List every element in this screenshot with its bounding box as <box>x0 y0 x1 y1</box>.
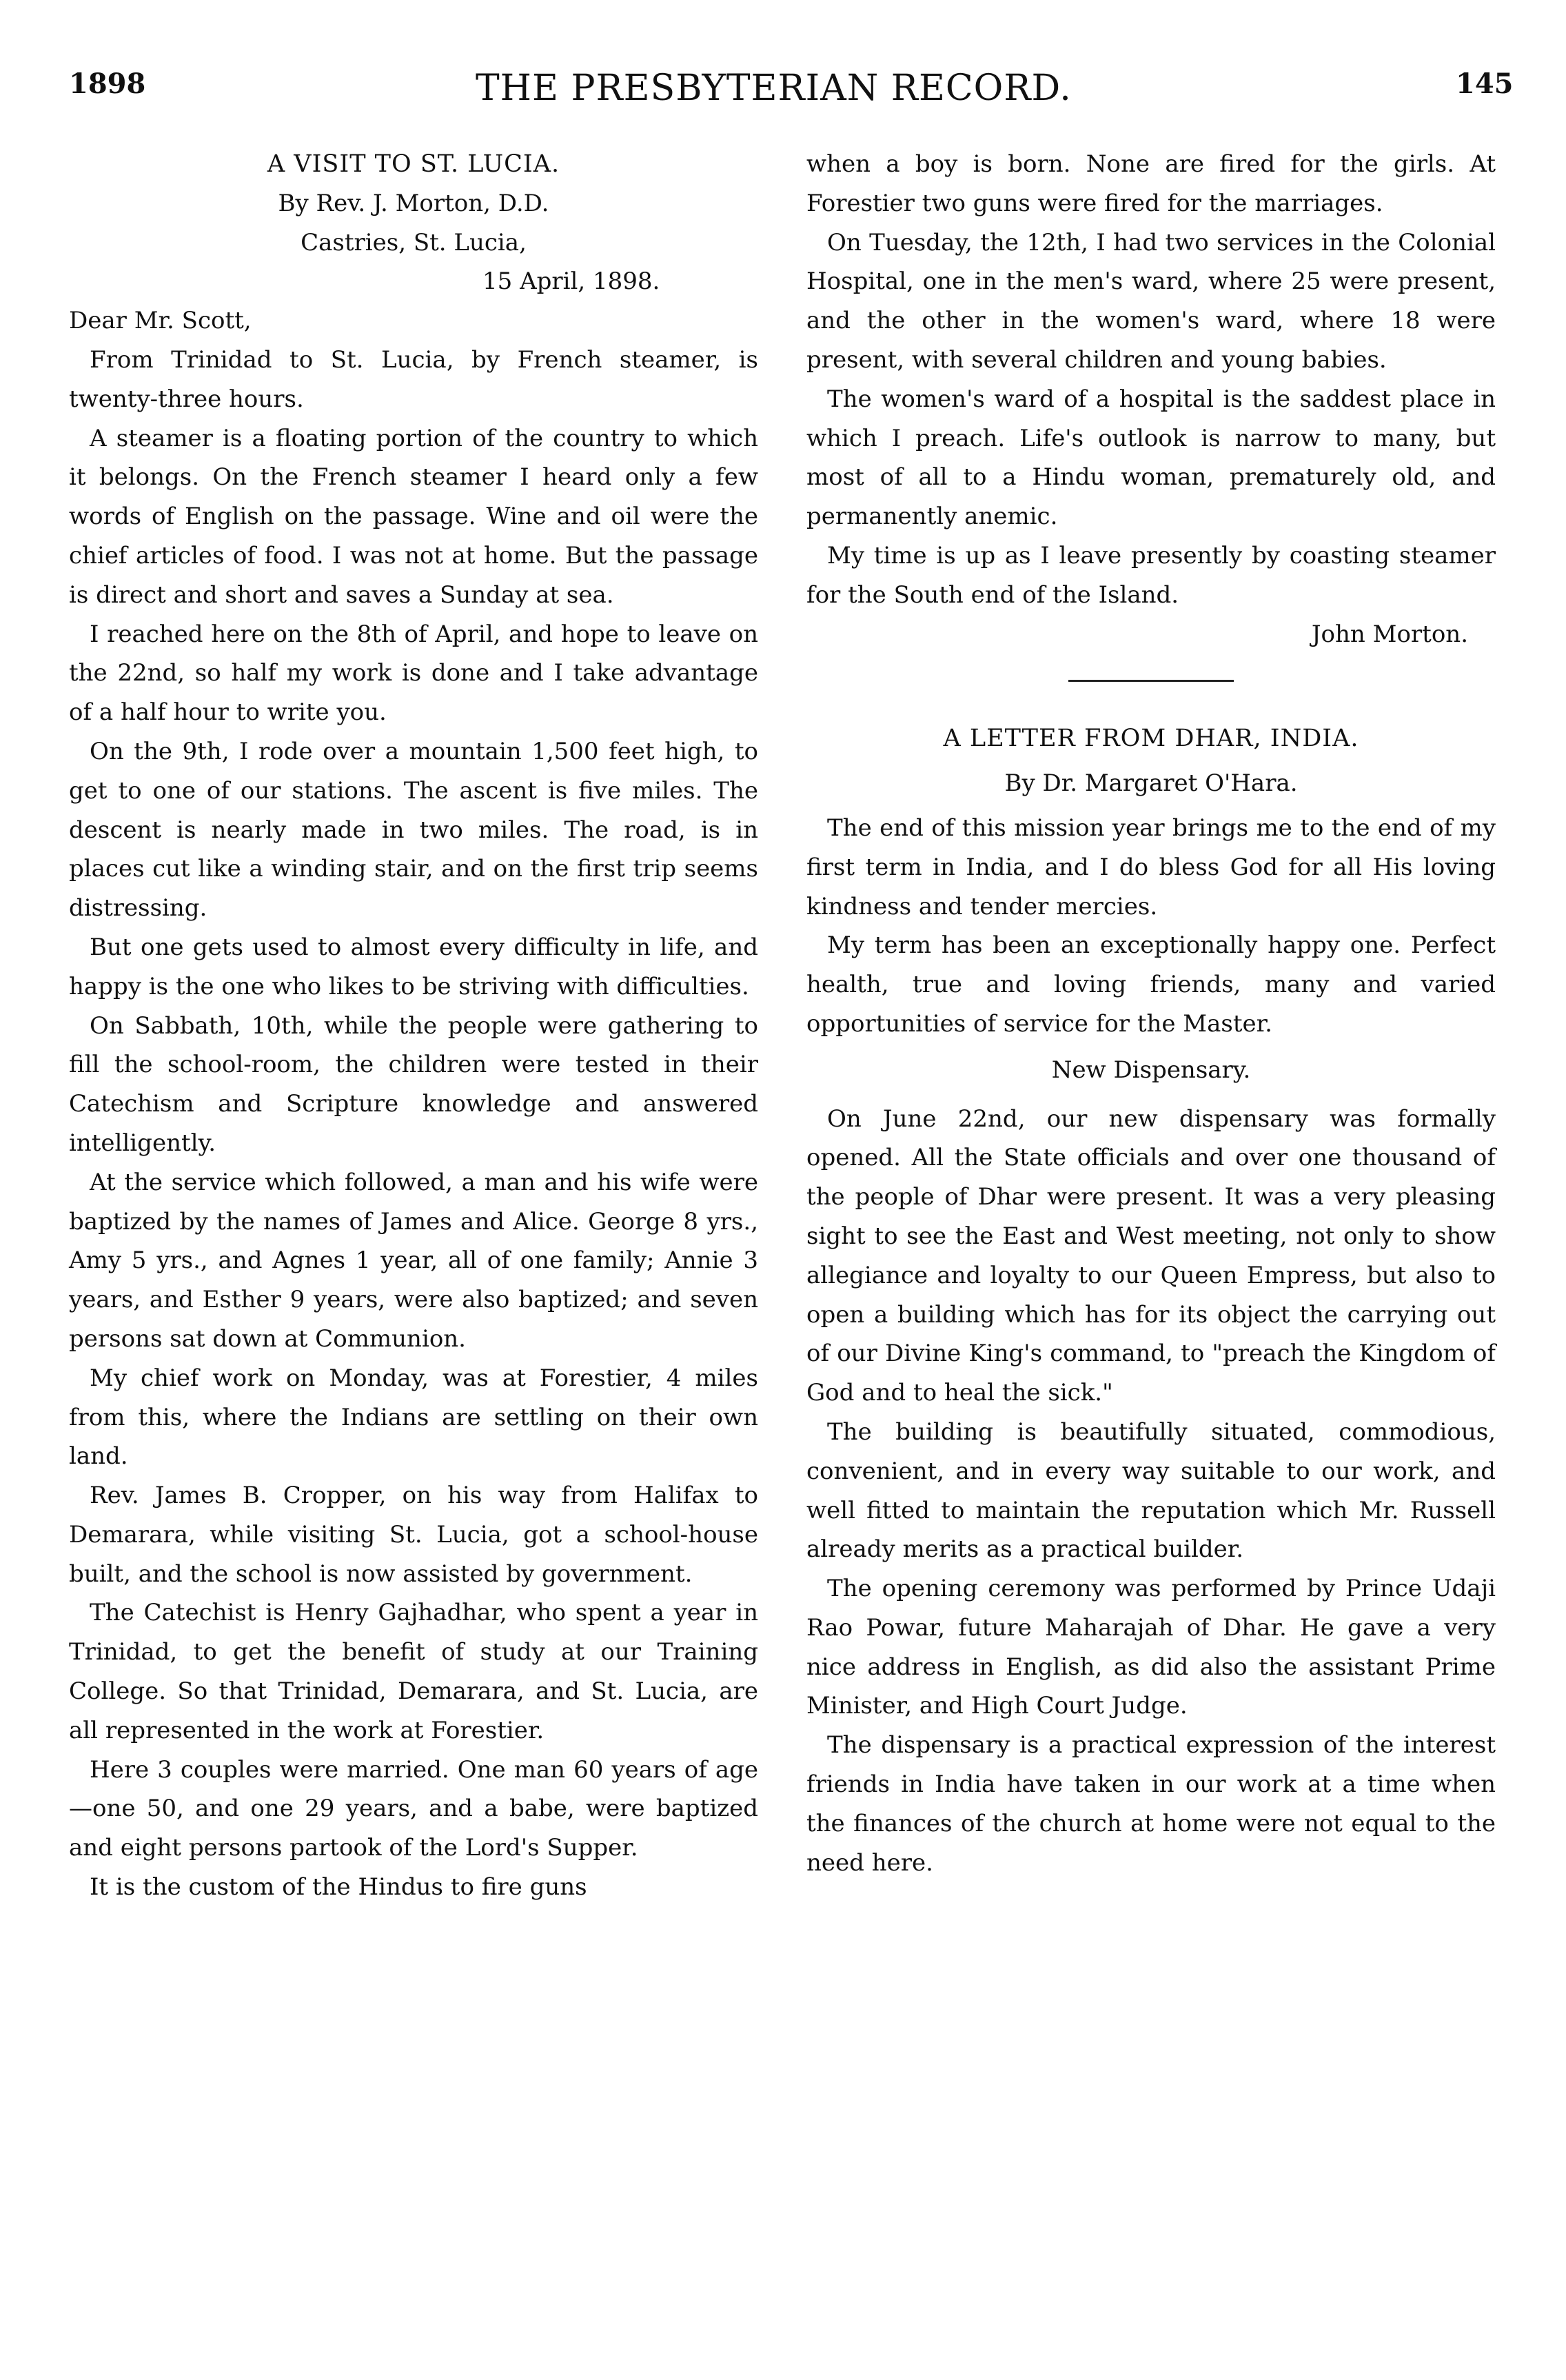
paragraph: On the 9th, I rode over a mountain 1,500 feet high, to get to one of our stations. The ascent is five miles. The descent is nearly made in two miles. The road, is in places cut like a winding stair, and on the first trip seems distressing. <box>69 737 758 922</box>
paragraph: The end of this mission year brings me to the end of my first term in India, and I do bless God for all His loving kindness and tender mercies. <box>806 814 1496 920</box>
paragraph: My time is up as I leave presently by coasting steamer for the South end of the Island. <box>806 541 1496 609</box>
left-column <box>69 145 758 1907</box>
right-column <box>806 145 1496 1882</box>
paragraph: Rev. James B. Cropper, on his way from Halifax to Demarara, while visiting St. Lucia, got a school-house built, and the school is now assisted by government. <box>69 1482 758 1588</box>
paragraph: On Sabbath, 10th, while the people were gathering to fill the school-room, the children were tested in their Catechism and Scripture knowledge and answered intelligently. <box>69 1011 758 1157</box>
article-byline: By Rev. J. Morton, D.D. <box>278 189 549 217</box>
paragraph: My term has been an exceptionally happy one. Perfect health, true and loving friends, many and varied opportunities of service for the Master. <box>806 931 1496 1038</box>
paragraph: A steamer is a floating portion of the country to which it belongs. On the French steamer I heard only a few words of English on the passage. Wine and oil were the chief articles of food. I was not at home. But the passage is direct and short and saves a Sunday at sea. <box>69 424 758 609</box>
article-byline: By Dr. Margaret O'Hara. <box>1004 769 1298 798</box>
paragraph: Here 3 couples were married. One man 60 years of age—one 50, and one 29 years, and a babe, were baptized and eight persons partook of the Lord's Supper. <box>69 1755 758 1862</box>
page-header <box>0 68 1566 130</box>
paragraph: The building is beautifully situated, commodious, convenient, and in every way suitable to our work, and well fitted to maintain the reputation which Mr. Russell already merits as a practical builder. <box>806 1418 1496 1564</box>
paragraph: I reached here on the 8th of April, and hope to leave on the 22nd, so half my work is done and I take advantage of a half hour to write you. <box>69 620 758 727</box>
paragraph: On Tuesday, the 12th, I had two services in the Colonial Hospital, one in the men's ward, where 25 were present, and the other in the women's ward, where 18 were present, with several children and young babies. <box>806 228 1496 374</box>
paragraph: My chief work on Monday, was at Forestier, 4 miles from this, where the Indians are settling on their own land. <box>69 1364 758 1471</box>
header-page-number: 145 <box>1456 68 1514 100</box>
signature: John Morton. <box>1311 620 1468 648</box>
dateline-place: Castries, St. Lucia, <box>301 228 527 256</box>
paragraph: The Catechist is Henry Gajhadhar, who spent a year in Trinidad, to get the benefit of study at our Training College. So that Trinidad, Demarara, and St. Lucia, are all represented in the work at Forestier. <box>69 1599 758 1744</box>
paragraph: At the service which followed, a man and his wife were baptized by the names of James and Alice. George 8 yrs., Amy 5 yrs., and Agnes 1 year, all of one family; Annie 3 years, and Esther 9 years, were also baptized; and seven persons sat down at Communion. <box>69 1168 758 1353</box>
subheading: New Dispensary. <box>1051 1056 1251 1084</box>
paragraph: It is the custom of the Hindus to fire guns <box>90 1873 587 1902</box>
paragraph: The women's ward of a hospital is the saddest place in which I preach. Life's outlook is narrow to many, but most of all to a Hindu woman, prematurely old, and permanently anemic. <box>806 385 1496 531</box>
dateline-date: 15 April, 1898. <box>482 268 660 296</box>
paragraph: The dispensary is a practical expression of the interest friends in India have taken in our work at a time when the finances of the church at home were not equal to the need here. <box>806 1731 1496 1877</box>
salutation: Dear Mr. Scott, <box>69 307 252 335</box>
paragraph: But one gets used to almost every difficulty in life, and happy is the one who likes to be striving with difficulties. <box>69 933 758 1000</box>
paragraph: The opening ceremony was performed by Prince Udaji Rao Powar, future Maharajah of Dhar. He gave a very nice address in English, as did also the assistant Prime Minister, and High Court Judge. <box>806 1575 1496 1720</box>
section-divider <box>1068 680 1234 682</box>
header-title: THE PRESBYTERIAN RECORD. <box>476 68 1072 109</box>
paragraph: On June 22nd, our new dispensary was formally opened. All the State officials and over one thousand of the people of Dhar were present. It was a very pleasing sight to see the East and West meeting, not only to show allegiance and loyalty to our Queen Empress, but also to open a building which has for its object the carrying out of our Divine King's command, to "preach the Kingdom of God and to heal the sick." <box>806 1105 1496 1407</box>
paragraph: From Trinidad to St. Lucia, by French steamer, is twenty-three hours. <box>69 345 758 413</box>
article-heading: A VISIT TO ST. LUCIA. <box>267 150 560 178</box>
header-year: 1898 <box>69 68 146 100</box>
paragraph: when a boy is born. None are fired for the girls. At Forestier two guns were fired for the marriages. <box>806 150 1496 217</box>
article-heading: A LETTER FROM DHAR, INDIA. <box>943 725 1359 753</box>
